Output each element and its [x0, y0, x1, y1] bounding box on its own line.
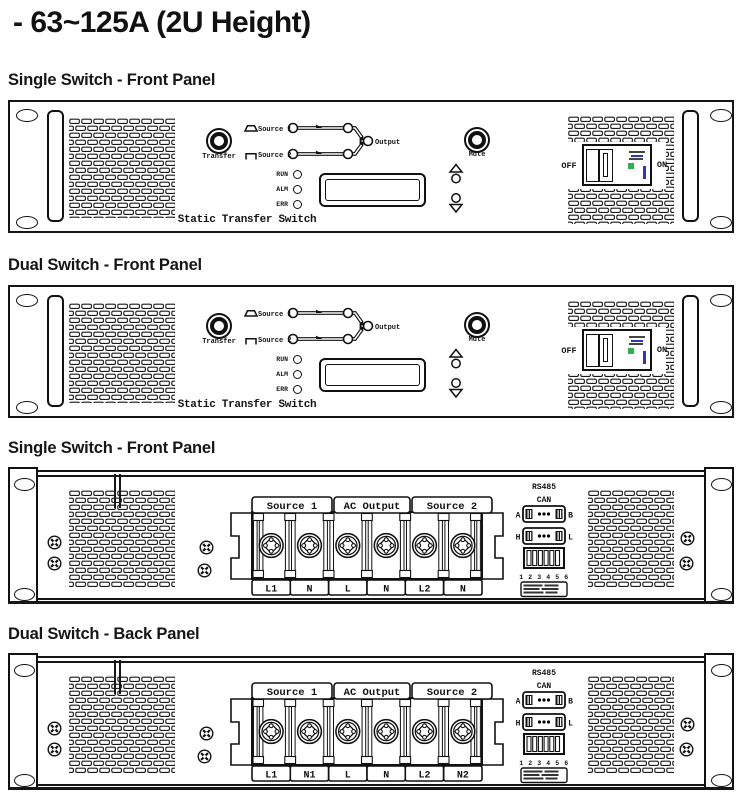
mute-label: Mute [468, 151, 486, 159]
terminal-screw [413, 534, 437, 558]
source2-label: Source 2 [258, 336, 292, 345]
rack-hole [710, 401, 732, 414]
group-label-source2: Source 2 [426, 501, 478, 513]
chassis-screw [199, 540, 214, 555]
rack-hole [711, 588, 732, 601]
transfer-button [206, 128, 232, 154]
chassis-screw [197, 749, 212, 764]
breaker-text-line [629, 336, 645, 338]
chassis-screw [47, 742, 62, 757]
lcd-display [319, 173, 426, 207]
pin-a-label: A [515, 697, 521, 707]
up-arrow-icon [450, 165, 462, 173]
led-run-label: RUN [276, 356, 288, 363]
terminal-screw [413, 720, 437, 744]
mute-button [464, 127, 490, 153]
terminal-screw [374, 720, 398, 744]
power-flow-mimic [242, 301, 402, 353]
breaker-blue-mark [643, 166, 646, 179]
terminal-label: L2 [418, 770, 431, 782]
rack-handle [682, 295, 699, 407]
rack-ear [704, 467, 734, 603]
breaker-green-indicator [628, 163, 634, 169]
led-err [293, 385, 302, 394]
pin-l-label: L [568, 719, 573, 729]
source2-switch-icon [246, 154, 256, 160]
pin-a-label: A [515, 511, 521, 521]
chassis-screw [47, 556, 62, 571]
led-alm [293, 370, 302, 379]
rack-ear [8, 653, 38, 789]
terminal-block [220, 496, 510, 596]
led-err [293, 200, 302, 209]
chassis-seam [36, 475, 708, 477]
pin-b-label: B [568, 511, 573, 521]
nav-buttons [448, 348, 464, 398]
chassis-seam [36, 661, 708, 663]
transfer-label: Transfer [202, 153, 236, 161]
terminal-label: L1 [265, 770, 278, 782]
rack-handle [47, 295, 64, 407]
source1-label: Source 1 [258, 125, 292, 134]
chassis-screw [680, 531, 695, 546]
source2-label: Source 2 [258, 151, 292, 160]
terminal-screw [298, 720, 322, 744]
pin-h-label: H [515, 533, 521, 543]
dip-switch [524, 734, 564, 754]
chassis-screw [47, 535, 62, 550]
rack-hole [711, 664, 732, 677]
breaker-toggle [599, 334, 613, 367]
device-name: Static Transfer Switch [177, 399, 317, 411]
breaker-switch [582, 144, 652, 186]
chassis-screw [679, 742, 694, 757]
vent-grille [588, 490, 674, 587]
rack-hole [710, 109, 732, 122]
breaker-text-line [629, 151, 645, 153]
rack-hole [711, 774, 732, 787]
led-alm [293, 185, 302, 194]
breaker-blue-mark [643, 351, 646, 364]
terminal-label: N [306, 584, 313, 596]
device-name: Static Transfer Switch [177, 214, 317, 226]
source1-switch-icon [245, 126, 257, 131]
terminal-screw [259, 534, 283, 558]
section-label-2: Dual Switch - Front Panel [8, 256, 202, 274]
comm-interface [508, 664, 580, 784]
terminal-label: N [383, 584, 390, 596]
terminal-label: L2 [418, 584, 431, 596]
transfer-button [206, 313, 232, 339]
pin-l-label: L [568, 533, 573, 543]
back-panel-single [8, 470, 734, 600]
down-arrow-icon [450, 390, 462, 398]
chassis-screw [199, 726, 214, 741]
rack-ear [704, 653, 734, 789]
terminal-label: N [383, 770, 390, 782]
source1-label: Source 1 [258, 310, 292, 319]
dip-switch [524, 548, 564, 568]
rack-hole [14, 478, 35, 491]
led-run-label: RUN [276, 171, 288, 178]
chassis-screw [47, 721, 62, 736]
breaker-frame [586, 334, 599, 367]
output-label: Output [375, 323, 401, 332]
led-alm-label: ALM [276, 371, 288, 378]
rs485-label: RS485 [531, 669, 557, 678]
pin-b-label: B [568, 697, 573, 707]
nav-buttons [448, 163, 464, 213]
led-err-label: ERR [276, 386, 288, 393]
terminal-screw [259, 720, 283, 744]
breaker-off-label: OFF [561, 161, 577, 171]
rack-hole [16, 109, 38, 122]
rack-hole [14, 588, 35, 601]
dip-legend [521, 582, 567, 597]
connector-hl [516, 714, 574, 730]
terminal-screw [336, 534, 360, 558]
rs485-label: RS485 [531, 483, 557, 492]
terminal-label: N [459, 584, 466, 596]
terminal-screw [451, 720, 475, 744]
connector-ab [516, 692, 574, 708]
terminal-flange [231, 513, 252, 579]
chassis-screw [197, 563, 212, 578]
terminal-label: L [344, 770, 351, 782]
can-label: CAN [536, 682, 552, 691]
group-label-source1: Source 1 [266, 501, 318, 513]
rack-hole [14, 664, 35, 677]
group-label-ac-output: AC Output [343, 501, 401, 513]
group-label-ac-output: AC Output [343, 687, 401, 699]
power-flow-mimic [242, 116, 402, 168]
terminal-flange [231, 699, 252, 765]
chassis-bottom-seam [8, 601, 734, 604]
section-label-4: Dual Switch - Back Panel [8, 625, 200, 643]
terminal-screw [336, 720, 360, 744]
led-alm-label: ALM [276, 186, 288, 193]
chassis-bottom-seam [8, 787, 734, 790]
rack-handle [682, 110, 699, 222]
terminal-screw [298, 534, 322, 558]
down-arrow-icon [450, 205, 462, 213]
vent-grille [69, 118, 175, 218]
front-panel-single [8, 100, 734, 233]
section-label-1: Single Switch - Front Panel [8, 71, 216, 89]
chassis-screw [680, 717, 695, 732]
dip-numbers: 1 2 3 4 5 6 [519, 760, 569, 767]
mute-button [464, 312, 490, 338]
rack-hole [14, 774, 35, 787]
vent-grille [69, 676, 175, 773]
rack-hole [711, 478, 732, 491]
terminal-screw [374, 534, 398, 558]
front-panel-dual [8, 285, 734, 418]
group-label-source2: Source 2 [426, 687, 478, 699]
led-run [293, 170, 302, 179]
terminal-flange [482, 699, 503, 765]
terminal-label: N2 [456, 770, 469, 782]
transfer-label: Transfer [202, 338, 236, 346]
breaker-green-indicator [628, 348, 634, 354]
connector-hl [516, 528, 574, 544]
terminal-label: N1 [303, 770, 316, 782]
pin-h-label: H [515, 719, 521, 729]
source2-switch-icon [246, 339, 256, 345]
section-label-3: Single Switch - Front Panel [8, 439, 216, 457]
vent-grille [588, 676, 674, 773]
page-title: - 63~125A (2U Height) [13, 6, 311, 39]
can-label: CAN [536, 496, 552, 505]
breaker-toggle [599, 149, 613, 182]
back-panel-dual [8, 656, 734, 786]
dip-numbers: 1 2 3 4 5 6 [519, 574, 569, 581]
terminal-label: L [344, 584, 351, 596]
vent-grille [69, 303, 175, 403]
output-label: Output [375, 138, 401, 147]
rack-hole [16, 401, 38, 414]
mute-label: Mute [468, 336, 486, 344]
rack-ear [8, 467, 38, 603]
rack-hole [16, 294, 38, 307]
comm-interface [508, 478, 580, 598]
dip-legend [521, 768, 567, 783]
up-arrow-icon [450, 350, 462, 358]
led-run [293, 355, 302, 364]
rack-handle [47, 110, 64, 222]
breaker-text-line [631, 340, 643, 342]
breaker-on-label: ON [656, 160, 668, 170]
rack-hole [710, 294, 732, 307]
rack-hole [710, 216, 732, 229]
terminal-screw [451, 534, 475, 558]
led-err-label: ERR [276, 201, 288, 208]
group-label-source1: Source 1 [266, 687, 318, 699]
lcd-display [319, 358, 426, 392]
breaker-text-line [629, 158, 643, 160]
breaker-text-line [631, 155, 643, 157]
source1-switch-icon [245, 311, 257, 316]
breaker-frame [586, 149, 599, 182]
breaker-text-line [629, 343, 643, 345]
breaker-switch [582, 329, 652, 371]
terminal-label: L1 [265, 584, 278, 596]
breaker-on-label: ON [656, 345, 668, 355]
terminal-block [220, 682, 510, 782]
terminal-flange [482, 513, 503, 579]
rack-hole [16, 216, 38, 229]
connector-ab [516, 506, 574, 522]
vent-grille [69, 490, 175, 587]
breaker-off-label: OFF [561, 346, 577, 356]
chassis-screw [679, 556, 694, 571]
